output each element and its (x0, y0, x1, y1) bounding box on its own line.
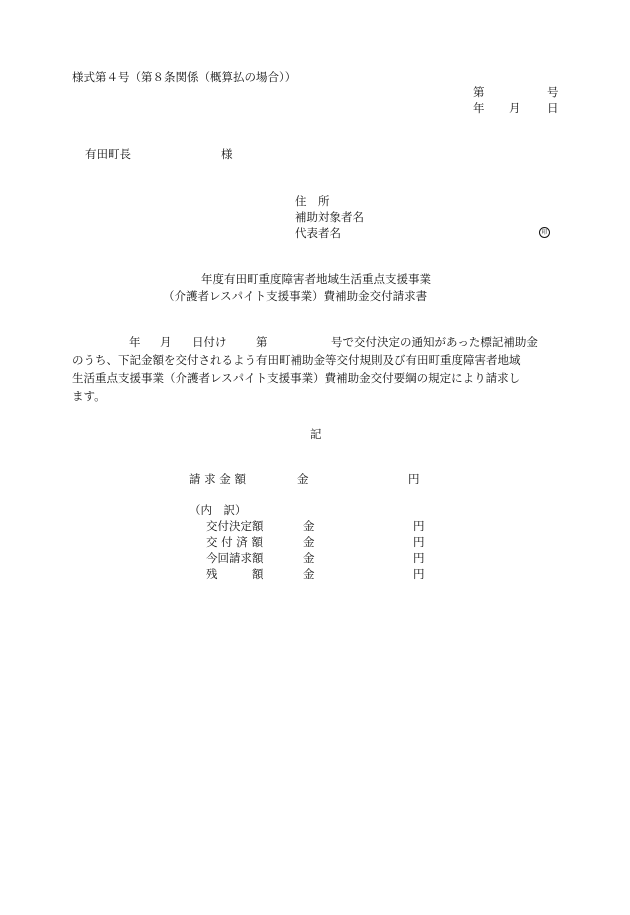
subject-label: 補助対象者名 (295, 210, 364, 224)
breakdown-row-yen: 円 (413, 535, 425, 549)
addressee-name: 有田町長 (85, 147, 131, 161)
body-line-1 (72, 333, 561, 351)
ref-dai: 第 (473, 85, 485, 99)
form-id: 様式第４号（第８条関係（概算払の場合）） (72, 70, 297, 84)
body-line-4: ます。 (72, 389, 106, 403)
body-go-text: 号で交付決定の通知があった標記補助金 (331, 335, 538, 349)
address-label: 住 所 (295, 194, 330, 208)
body-nen: 年 (129, 335, 141, 349)
breakdown-row-label: 残 額 (206, 567, 264, 581)
addressee-sama: 様 (221, 147, 233, 161)
title-line-2: （介護者レスパイト支援事業）費補助金交付請求書 (163, 289, 428, 303)
request-label: 請 求 金 額 (189, 472, 246, 486)
breakdown-row-kin: 金 (303, 551, 315, 565)
request-kin: 金 (297, 472, 309, 486)
breakdown-row-yen: 円 (413, 551, 425, 565)
date-day: 日 (547, 101, 559, 115)
seal-mark: 印 (539, 227, 550, 238)
breakdown-heading: （内 訳） (189, 503, 247, 517)
breakdown-row-label: 今回請求額 (206, 551, 264, 565)
breakdown-row-label: 交付決定額 (206, 519, 264, 533)
breakdown-row-yen: 円 (413, 519, 425, 533)
ki-heading: 記 (310, 427, 322, 441)
breakdown-row-kin: 金 (303, 535, 315, 549)
date-year: 年 (473, 101, 485, 115)
breakdown-row-kin: 金 (303, 519, 315, 533)
body-hizuke: 日付け (192, 335, 227, 349)
date-month: 月 (509, 101, 521, 115)
body-line-3: 生活重点支援事業（介護者レスパイト支援事業）費補助金交付要綱の規定により請求し (72, 371, 521, 385)
title-line-1: 年度有田町重度障害者地域生活重点支援事業 (201, 272, 431, 286)
breakdown-row-kin: 金 (303, 567, 315, 581)
body-paragraph (72, 333, 561, 405)
request-yen: 円 (408, 472, 420, 486)
body-dai: 第 (256, 335, 268, 349)
breakdown-row-yen: 円 (413, 567, 425, 581)
ref-go: 号 (547, 85, 559, 99)
breakdown-row-label: 交 付 済 額 (206, 535, 263, 549)
body-tsuki: 月 (160, 335, 172, 349)
representative-label: 代表者名 (295, 226, 341, 240)
body-line-2: のうち、下記金額を交付されるよう有田町補助金等交付規則及び有田町重度障害者地域 (72, 353, 521, 367)
